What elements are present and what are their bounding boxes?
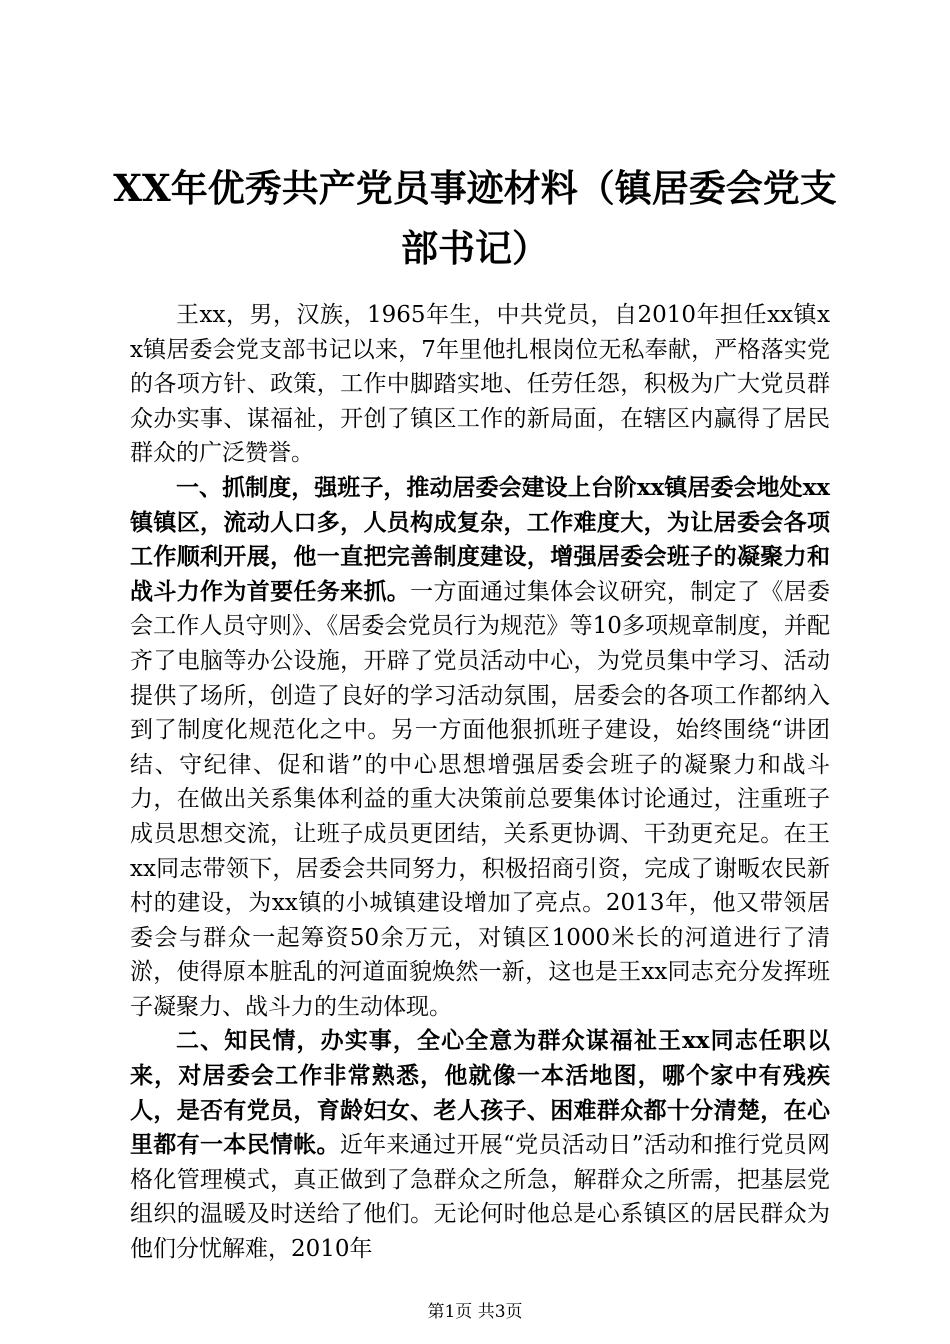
page-number-footer: 第1页 共3页 [427, 1302, 523, 1322]
section-2-text: 近年来通过开展“党员活动日”活动和推行党员网格化管理模式，真正做到了急群众之所急，解群众之所需，把基层党组织的温暖及时送给了他们。无论何时他总是心系镇区的居民群众为他们分忧解难，2010年 [130, 1132, 830, 1263]
document-body [130, 298, 830, 1267]
paragraph-intro [130, 298, 830, 471]
section-2-heading: 二、知民情，办实事，全心全意为群众谋福祉王xx同志任职以来，对居委会工作非常熟悉，他就像一本活地图，哪个家中有残疾人，是否有党员，育龄妇女、老人孩子、困难群众都十分清楚，在心里都有一本民情帐。 [130, 1027, 830, 1159]
paragraph-section-1 [130, 471, 830, 1025]
section-1-text: 一方面通过集体会议研究，制定了《居委会工作人员守则》、《居委会党员行为规范》等10多项规章制度，并配齐了电脑等办公设施，开辟了党员活动中心，为党员集中学习、活动提供了场所，创造了良好的学习活动氛围，居委会的各项工作都纳入到了制度化规范化之中。另一方面他狠抓班子建设，始终围绕“讲团结、守纪律、促和谐”的中心思想增强居委会班子的凝聚力和战斗力，在做出关系集体利益的重大决策前总要集体讨论通过，注重班子成员思想交流，让班子成员更团结，关系更协调、干劲更充足。在王xx同志带领下，居委会共同努力，积极招商引资，完成了谢畈农民新村的建设，为xx镇的小城镇建设增加了亮点。2013年，他又带领居委会与群众一起筹资50余万元，对镇区1000米长的河道进行了清淤，使得原本脏乱的河道面貌焕然一新，这也是王xx同志充分发挥班子凝聚力、战斗力的生动体现。 [130, 578, 831, 1020]
paragraph-intro-text: 王xx，男，汉族，1965年生，中共党员，自2010年担任xx镇xx镇居委会党支部书记以来，7年里他扎根岗位无私奉献，严格落实党的各项方针、政策，工作中脚踏实地、任劳任怨，积极为广大党员群众办实事、谋福祉，开创了镇区工作的新局面，在辖区内赢得了居民群众的广泛赞誉。 [130, 302, 830, 467]
paragraph-section-2 [130, 1024, 830, 1266]
section-1-heading: 一、抓制度，强班子，推动居委会建设上台阶xx镇居委会地处xx镇镇区，流动人口多，人员构成复杂，工作难度大，为让居委会各项工作顺利开展，他一直把完善制度建设，增强居委会班子的凝聚力和战斗力作为首要任务来抓。 [130, 473, 830, 605]
document-title: XX年优秀共产党员事迹材料（镇居委会党支部书记） [113, 166, 837, 270]
